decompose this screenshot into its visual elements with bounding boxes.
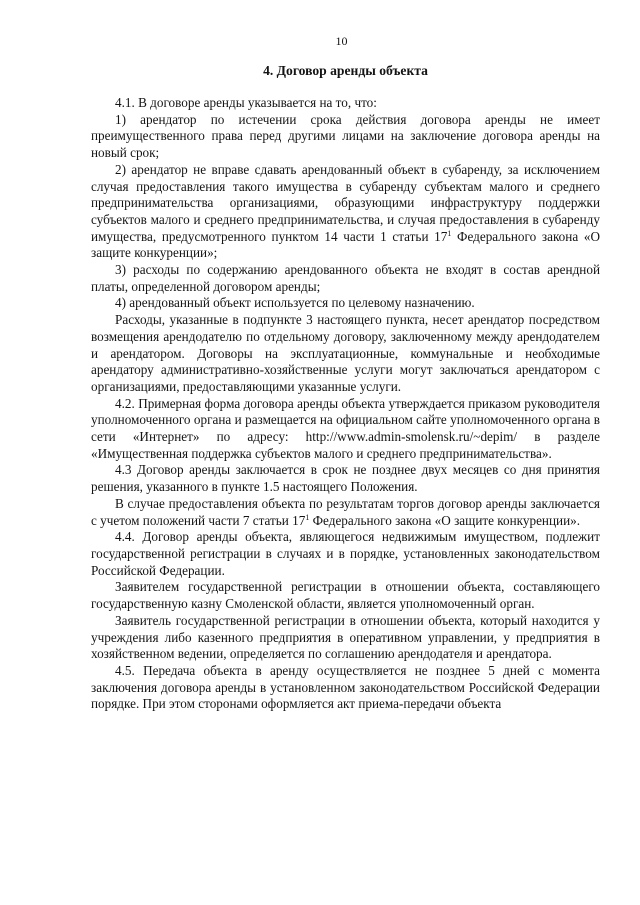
paragraph-4-3-tenders xyxy=(91,496,600,529)
paragraph-4-1: 4.1. В договоре аренды указывается на то, что: xyxy=(115,95,377,110)
paragraph-text: 2) арендатор не вправе сдавать арендованный объект в субаренду, за исключением случая предоставления такого имущества в субаренду субъектам малого и среднего предпринимательства организациями, образующими инфраструктуру поддержки субъектов малого и среднего предпринимательства, и случая предоставления в субаренду имущества, предусмотренного пунктом 14 части 1 статьи 17 xyxy=(91,161,600,244)
section-title: 4. Договор аренды объекта xyxy=(263,63,428,78)
paragraph-4-4: 4.4. Договор аренды объекта, являющегося недвижимым имуществом, подлежит государственной регистрации в случаях и в порядке, установленных законодательством Российской Федерации. xyxy=(91,529,600,578)
paragraph-4-1-item-2 xyxy=(91,162,600,262)
paragraph-4-4-applicant: Заявителем государственной регистрации в отношении объекта, составляющего государственную казну Смоленской области, является уполномоченный орган. xyxy=(91,579,600,612)
superscript-1: 1 xyxy=(447,228,452,238)
paragraph-4-1-item-3: 3) расходы по содержанию арендованного объекта не входят в состав арендной платы, определенной договором аренды; xyxy=(91,262,600,294)
paragraph-4-2: 4.2. Примерная форма договора аренды объекта утверждается приказом руководителя уполномоченного органа и размещается на официальном сайте уполномоченного органа в сети «Интернет» по адресу: http://www.admin-smolensk.ru/~depim/ в разделе «Имущественная поддержка субъектов малого и среднего предпринимательства». xyxy=(91,395,600,461)
paragraph-4-1-expenses: Расходы, указанные в подпункте 3 настоящего пункта, несет арендатор посредством возмещения арендодателю по отдельному договору, заключенному между арендодателем и арендатором. Договоры на эксплуатационные, коммунальные и необходимые арендатору административно-хозяйственные услуги могут заключаться арендатором с организациями, предоставляющими указанные услуги. xyxy=(91,312,600,394)
paragraph-4-1-item-4: 4) арендованный объект используется по целевому назначению. xyxy=(115,295,475,311)
paragraph-text: Федерального закона «О защите конкуренции». xyxy=(309,512,581,528)
superscript-1: 1 xyxy=(305,512,310,522)
paragraph-4-4-applicant-enterprise: Заявитель государственной регистрации в отношении объекта, который находится у учреждения либо казенного предприятия в оперативном управлении, у предприятия в хозяйственном ведении, определяется по соглашению арендодателя и арендатора. xyxy=(91,612,600,662)
paragraph-4-3: 4.3 Договор аренды заключается в срок не позднее двух месяцев со дня принятия решения, указанного в пункте 1.5 настоящего Положения. xyxy=(91,462,600,495)
page-number: 10 xyxy=(335,34,348,48)
paragraph-4-1-item-1: 1) арендатор по истечении срока действия договора аренды не имеет преимущественного права перед другими лицами на заключение договора аренды на новый срок; xyxy=(91,111,600,161)
paragraph-text: В случае предоставления объекта по результатам торгов договор аренды заключается с учетом положений части 7 статьи 17 xyxy=(91,495,600,528)
paragraph-text: Федерального закона «О защите конкуренции»; xyxy=(91,228,600,261)
paragraph-4-5: 4.5. Передача объекта в аренду осуществляется не позднее 5 дней с момента заключения договора аренды в установленном законодательством Российской Федерации порядке. При этом сторонами оформляется акт приема-передачи объекта xyxy=(91,662,600,712)
